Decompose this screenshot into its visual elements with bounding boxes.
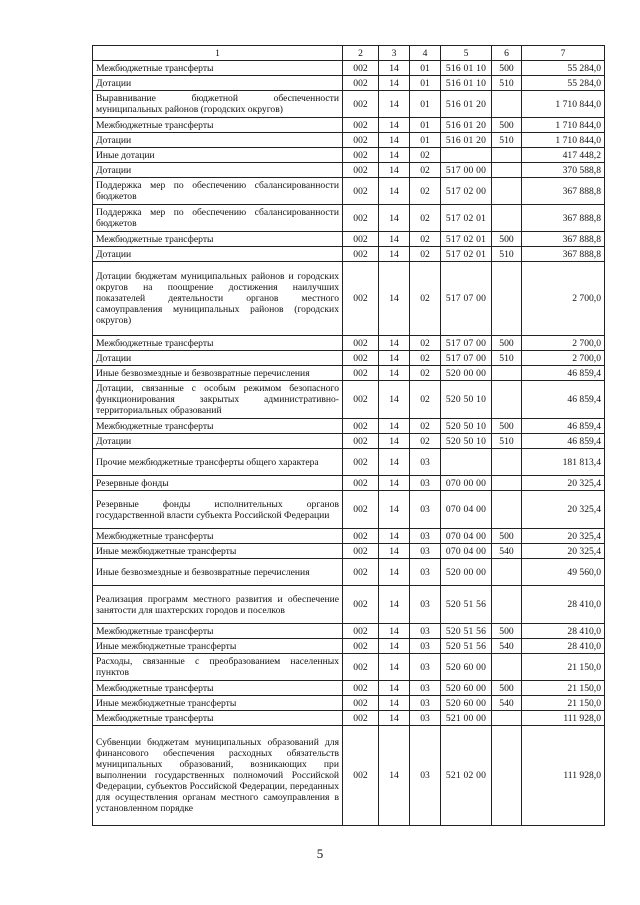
- row-code-section: 14: [379, 205, 410, 232]
- row-amount: 367 888,8: [522, 178, 605, 205]
- row-code-target: 520 60 00: [441, 654, 492, 681]
- row-code-section: 14: [379, 696, 410, 711]
- row-code-target: 520 51 56: [441, 586, 492, 624]
- row-code-target: 070 04 00: [441, 491, 492, 529]
- row-amount: 2 700,0: [522, 336, 605, 351]
- table-row: [93, 351, 605, 366]
- row-code-subsection: 03: [410, 639, 441, 654]
- row-code-expense-type: 500: [492, 336, 522, 351]
- row-description: Иные межбюджетные трансферты: [93, 696, 343, 711]
- row-code-section: 14: [379, 232, 410, 247]
- row-code-ministry: 002: [343, 624, 379, 639]
- row-code-section: 14: [379, 586, 410, 624]
- table-row: [93, 419, 605, 434]
- row-code-expense-type: [492, 262, 522, 336]
- row-amount: 21 150,0: [522, 681, 605, 696]
- row-amount: 46 859,4: [522, 366, 605, 381]
- row-description: Межбюджетные трансферты: [93, 711, 343, 726]
- row-description: Дотации: [93, 76, 343, 91]
- row-code-subsection: 02: [410, 163, 441, 178]
- row-code-target: 521 00 00: [441, 711, 492, 726]
- row-code-expense-type: 510: [492, 247, 522, 262]
- row-code-ministry: 002: [343, 419, 379, 434]
- row-code-expense-type: [492, 178, 522, 205]
- row-code-ministry: 002: [343, 148, 379, 163]
- row-code-target: 516 01 10: [441, 61, 492, 76]
- row-code-section: 14: [379, 726, 410, 826]
- table-row: [93, 529, 605, 544]
- row-code-ministry: 002: [343, 491, 379, 529]
- table-row: [93, 91, 605, 118]
- row-code-ministry: 002: [343, 639, 379, 654]
- row-description: Дотации: [93, 434, 343, 449]
- row-amount: 21 150,0: [522, 696, 605, 711]
- row-code-section: 14: [379, 529, 410, 544]
- row-description: Дотации бюджетам муниципальных районов и городских округов на поощрение достижения наилучших показателей деятельности органов местного самоуправления муниципальных районов (городских округов): [93, 262, 343, 336]
- row-code-expense-type: [492, 163, 522, 178]
- row-code-target: 520 00 00: [441, 559, 492, 586]
- row-code-expense-type: [492, 91, 522, 118]
- row-code-target: 520 00 00: [441, 366, 492, 381]
- row-code-target: 520 51 56: [441, 639, 492, 654]
- row-code-ministry: 002: [343, 381, 379, 419]
- row-amount: 1 710 844,0: [522, 118, 605, 133]
- row-code-subsection: 01: [410, 118, 441, 133]
- row-code-section: 14: [379, 624, 410, 639]
- row-description: Иные безвозмездные и безвозвратные перечисления: [93, 559, 343, 586]
- budget-table: [92, 45, 605, 826]
- row-description: Иные межбюджетные трансферты: [93, 639, 343, 654]
- row-code-section: 14: [379, 381, 410, 419]
- row-code-target: 516 01 20: [441, 133, 492, 148]
- row-code-subsection: 03: [410, 726, 441, 826]
- row-code-expense-type: [492, 559, 522, 586]
- row-description: Резервные фонды: [93, 476, 343, 491]
- row-code-target: 516 01 20: [441, 118, 492, 133]
- row-amount: 111 928,0: [522, 711, 605, 726]
- row-description: Дотации, связанные с особым режимом безопасного функционирования закрытых административно-территориальных образований: [93, 381, 343, 419]
- row-amount: 417 448,2: [522, 148, 605, 163]
- row-code-subsection: 02: [410, 351, 441, 366]
- row-code-section: 14: [379, 559, 410, 586]
- row-amount: 111 928,0: [522, 726, 605, 826]
- row-amount: 367 888,8: [522, 232, 605, 247]
- row-amount: 55 284,0: [522, 61, 605, 76]
- row-code-subsection: 03: [410, 624, 441, 639]
- row-code-subsection: 03: [410, 586, 441, 624]
- row-code-expense-type: [492, 148, 522, 163]
- row-code-expense-type: [492, 476, 522, 491]
- row-amount: 370 588,8: [522, 163, 605, 178]
- row-code-ministry: 002: [343, 351, 379, 366]
- row-code-subsection: 01: [410, 61, 441, 76]
- row-amount: 367 888,8: [522, 247, 605, 262]
- row-code-expense-type: [492, 586, 522, 624]
- row-code-expense-type: 510: [492, 133, 522, 148]
- row-code-target: 516 01 20: [441, 91, 492, 118]
- row-code-ministry: 002: [343, 711, 379, 726]
- row-code-subsection: 02: [410, 247, 441, 262]
- row-code-subsection: 03: [410, 681, 441, 696]
- row-code-expense-type: [492, 381, 522, 419]
- column-header: 7: [522, 46, 605, 61]
- row-code-section: 14: [379, 711, 410, 726]
- row-code-target: 520 50 10: [441, 434, 492, 449]
- row-code-subsection: 02: [410, 262, 441, 336]
- row-code-subsection: 03: [410, 476, 441, 491]
- row-code-expense-type: 500: [492, 118, 522, 133]
- row-description: Иные межбюджетные трансферты: [93, 544, 343, 559]
- row-code-ministry: 002: [343, 476, 379, 491]
- row-amount: 20 325,4: [522, 529, 605, 544]
- row-code-section: 14: [379, 434, 410, 449]
- row-code-target: 070 04 00: [441, 529, 492, 544]
- row-code-ministry: 002: [343, 726, 379, 826]
- row-code-ministry: 002: [343, 232, 379, 247]
- row-code-subsection: 03: [410, 654, 441, 681]
- row-code-section: 14: [379, 247, 410, 262]
- row-code-expense-type: 500: [492, 232, 522, 247]
- row-description: Реализация программ местного развития и обеспечение занятости для шахтерских городов и поселков: [93, 586, 343, 624]
- row-code-section: 14: [379, 91, 410, 118]
- row-amount: 181 813,4: [522, 449, 605, 476]
- row-code-ministry: 002: [343, 449, 379, 476]
- table-row: [93, 133, 605, 148]
- row-code-expense-type: [492, 366, 522, 381]
- row-code-subsection: 03: [410, 696, 441, 711]
- row-code-section: 14: [379, 351, 410, 366]
- column-header: 1: [93, 46, 343, 61]
- row-code-expense-type: 540: [492, 639, 522, 654]
- row-amount: 2 700,0: [522, 351, 605, 366]
- row-code-target: 070 00 00: [441, 476, 492, 491]
- row-code-ministry: 002: [343, 133, 379, 148]
- row-description: Прочие межбюджетные трансферты общего характера: [93, 449, 343, 476]
- row-amount: 367 888,8: [522, 205, 605, 232]
- table-row: [93, 491, 605, 529]
- row-code-section: 14: [379, 544, 410, 559]
- row-code-ministry: 002: [343, 163, 379, 178]
- row-description: Межбюджетные трансферты: [93, 624, 343, 639]
- table-row: [93, 76, 605, 91]
- row-code-subsection: 02: [410, 205, 441, 232]
- row-code-section: 14: [379, 419, 410, 434]
- table-row: [93, 681, 605, 696]
- row-code-expense-type: [492, 654, 522, 681]
- page-number: 5: [316, 846, 324, 861]
- row-amount: 55 284,0: [522, 76, 605, 91]
- row-code-ministry: 002: [343, 205, 379, 232]
- row-amount: 20 325,4: [522, 476, 605, 491]
- row-code-section: 14: [379, 336, 410, 351]
- row-code-target: 521 02 00: [441, 726, 492, 826]
- row-code-ministry: 002: [343, 544, 379, 559]
- row-description: Межбюджетные трансферты: [93, 681, 343, 696]
- row-description: Межбюджетные трансферты: [93, 118, 343, 133]
- row-code-subsection: 01: [410, 91, 441, 118]
- row-code-target: 520 60 00: [441, 681, 492, 696]
- row-description: Дотации: [93, 133, 343, 148]
- row-code-ministry: 002: [343, 336, 379, 351]
- row-code-section: 14: [379, 133, 410, 148]
- table-row: [93, 449, 605, 476]
- table-row: [93, 366, 605, 381]
- row-code-expense-type: [492, 449, 522, 476]
- row-code-ministry: 002: [343, 366, 379, 381]
- table-row: [93, 178, 605, 205]
- row-code-ministry: 002: [343, 559, 379, 586]
- row-description: Иные безвозмездные и безвозвратные перечисления: [93, 366, 343, 381]
- row-amount: 46 859,4: [522, 434, 605, 449]
- row-code-target: 517 02 00: [441, 178, 492, 205]
- row-code-target: 517 00 00: [441, 163, 492, 178]
- row-code-expense-type: 500: [492, 529, 522, 544]
- row-code-subsection: 02: [410, 381, 441, 419]
- row-description: Резервные фонды исполнительных органов государственной власти субъекта Российской Федерации: [93, 491, 343, 529]
- row-code-ministry: 002: [343, 178, 379, 205]
- row-code-target: 517 07 00: [441, 262, 492, 336]
- row-code-section: 14: [379, 148, 410, 163]
- table-row: [93, 118, 605, 133]
- row-code-subsection: 01: [410, 76, 441, 91]
- row-code-subsection: 02: [410, 336, 441, 351]
- row-description: Межбюджетные трансферты: [93, 419, 343, 434]
- row-code-section: 14: [379, 61, 410, 76]
- table-row: [93, 336, 605, 351]
- row-description: Дотации: [93, 247, 343, 262]
- row-code-target: 520 60 00: [441, 696, 492, 711]
- row-amount: 1 710 844,0: [522, 133, 605, 148]
- row-description: Расходы, связанные с преобразованием населенных пунктов: [93, 654, 343, 681]
- row-description: Выравнивание бюджетной обеспеченности муниципальных районов (городских округов): [93, 91, 343, 118]
- row-code-ministry: 002: [343, 434, 379, 449]
- row-description: Дотации: [93, 351, 343, 366]
- row-description: Межбюджетные трансферты: [93, 336, 343, 351]
- row-code-subsection: 02: [410, 419, 441, 434]
- row-amount: 2 700,0: [522, 262, 605, 336]
- row-code-subsection: 01: [410, 133, 441, 148]
- table-row: [93, 639, 605, 654]
- row-code-expense-type: [492, 711, 522, 726]
- row-code-ministry: 002: [343, 76, 379, 91]
- row-description: Иные дотации: [93, 148, 343, 163]
- table-row: [93, 205, 605, 232]
- row-code-section: 14: [379, 681, 410, 696]
- row-code-ministry: 002: [343, 586, 379, 624]
- row-description: Межбюджетные трансферты: [93, 529, 343, 544]
- table-row: [93, 476, 605, 491]
- row-code-subsection: 02: [410, 434, 441, 449]
- row-code-ministry: 002: [343, 61, 379, 76]
- row-code-section: 14: [379, 163, 410, 178]
- row-code-section: 14: [379, 654, 410, 681]
- row-amount: 20 325,4: [522, 544, 605, 559]
- row-amount: 28 410,0: [522, 624, 605, 639]
- row-code-expense-type: 510: [492, 76, 522, 91]
- row-code-expense-type: [492, 205, 522, 232]
- row-amount: 46 859,4: [522, 381, 605, 419]
- table-row: [93, 247, 605, 262]
- column-header: 4: [410, 46, 441, 61]
- row-code-subsection: 03: [410, 449, 441, 476]
- table-row: [93, 696, 605, 711]
- row-code-ministry: 002: [343, 91, 379, 118]
- row-description: Межбюджетные трансферты: [93, 232, 343, 247]
- row-code-subsection: 02: [410, 366, 441, 381]
- row-code-ministry: 002: [343, 654, 379, 681]
- row-code-target: [441, 449, 492, 476]
- row-amount: 46 859,4: [522, 419, 605, 434]
- table-row: [93, 711, 605, 726]
- row-code-expense-type: 510: [492, 351, 522, 366]
- table-row: [93, 381, 605, 419]
- row-amount: 20 325,4: [522, 491, 605, 529]
- row-code-target: 070 04 00: [441, 544, 492, 559]
- row-description: Поддержка мер по обеспечению сбалансированности бюджетов: [93, 178, 343, 205]
- table-row: [93, 434, 605, 449]
- row-code-subsection: 03: [410, 544, 441, 559]
- column-header: 2: [343, 46, 379, 61]
- row-amount: 21 150,0: [522, 654, 605, 681]
- table-row: [93, 232, 605, 247]
- table-row: [93, 559, 605, 586]
- row-code-target: 517 07 00: [441, 351, 492, 366]
- row-code-subsection: 02: [410, 232, 441, 247]
- row-code-expense-type: [492, 491, 522, 529]
- row-code-section: 14: [379, 491, 410, 529]
- row-code-ministry: 002: [343, 681, 379, 696]
- row-code-section: 14: [379, 449, 410, 476]
- row-code-subsection: 03: [410, 491, 441, 529]
- column-header: 6: [492, 46, 522, 61]
- row-code-ministry: 002: [343, 247, 379, 262]
- row-code-section: 14: [379, 639, 410, 654]
- row-code-target: 516 01 10: [441, 76, 492, 91]
- row-code-subsection: 03: [410, 529, 441, 544]
- row-code-section: 14: [379, 178, 410, 205]
- row-amount: 49 560,0: [522, 559, 605, 586]
- row-code-expense-type: 540: [492, 696, 522, 711]
- row-code-subsection: 02: [410, 148, 441, 163]
- table-row: [93, 262, 605, 336]
- row-code-ministry: 002: [343, 118, 379, 133]
- row-code-ministry: 002: [343, 529, 379, 544]
- table-row: [93, 726, 605, 826]
- row-code-section: 14: [379, 476, 410, 491]
- row-description: Субвенции бюджетам муниципальных образований для финансового обеспечения расходных обязательств муниципальных образований, возникающих при выполнении государственных полномочий Российской Федерации, субъектов Российской Федерации, переданных для осуществления органам местного самоуправления в установленном порядке: [93, 726, 343, 826]
- row-code-target: 520 50 10: [441, 419, 492, 434]
- row-code-ministry: 002: [343, 262, 379, 336]
- table-row: [93, 163, 605, 178]
- row-code-expense-type: 500: [492, 624, 522, 639]
- table-row: [93, 544, 605, 559]
- row-code-target: 517 02 01: [441, 247, 492, 262]
- column-header: 3: [379, 46, 410, 61]
- column-header: 5: [441, 46, 492, 61]
- row-code-target: [441, 148, 492, 163]
- row-code-expense-type: 510: [492, 434, 522, 449]
- row-code-expense-type: 500: [492, 681, 522, 696]
- row-code-section: 14: [379, 366, 410, 381]
- row-code-expense-type: 500: [492, 419, 522, 434]
- row-description: Межбюджетные трансферты: [93, 61, 343, 76]
- row-description: Дотации: [93, 163, 343, 178]
- table-row: [93, 654, 605, 681]
- row-code-subsection: 03: [410, 559, 441, 586]
- row-code-expense-type: 540: [492, 544, 522, 559]
- table-row: [93, 624, 605, 639]
- table-row: [93, 148, 605, 163]
- row-code-expense-type: [492, 726, 522, 826]
- table-row: [93, 61, 605, 76]
- row-code-target: 520 50 10: [441, 381, 492, 419]
- table-row: [93, 586, 605, 624]
- row-code-section: 14: [379, 118, 410, 133]
- row-code-expense-type: 500: [492, 61, 522, 76]
- row-amount: 28 410,0: [522, 586, 605, 624]
- row-code-subsection: 03: [410, 711, 441, 726]
- row-amount: 1 710 844,0: [522, 91, 605, 118]
- row-code-target: 517 02 01: [441, 205, 492, 232]
- row-amount: 28 410,0: [522, 639, 605, 654]
- row-code-target: 520 51 56: [441, 624, 492, 639]
- row-code-subsection: 02: [410, 178, 441, 205]
- row-code-ministry: 002: [343, 696, 379, 711]
- row-code-section: 14: [379, 76, 410, 91]
- row-code-target: 517 02 01: [441, 232, 492, 247]
- table-body: [93, 61, 605, 826]
- row-description: Поддержка мер по обеспечению сбалансированности бюджетов: [93, 205, 343, 232]
- row-code-target: 517 07 00: [441, 336, 492, 351]
- row-code-section: 14: [379, 262, 410, 336]
- header-row: [93, 46, 605, 61]
